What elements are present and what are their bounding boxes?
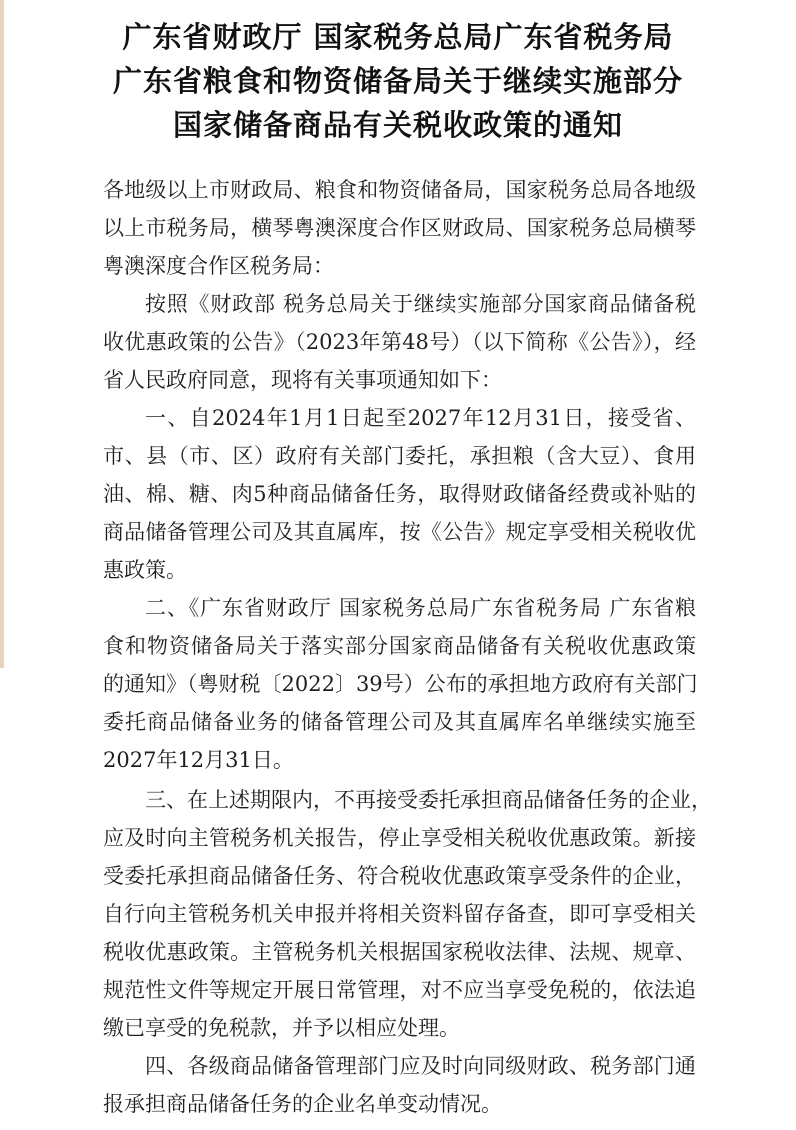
item-4-line: 四、各级商品储备管理部门应及时向同级财政、税务部门通 [145, 1054, 696, 1078]
intro-line: 省人民政府同意，现将有关事项通知如下： [103, 368, 502, 392]
item-2-line: 二、《广东省财政厅 国家税务总局广东省税务局 广东省粮 [145, 596, 696, 620]
item-1-line: 惠政策。 [103, 558, 187, 582]
recipients-line: 以上市税务局，横琴粤澳深度合作区财政局、国家税务总局横琴 [103, 216, 696, 240]
item-2-line: 委托商品储备业务的储备管理公司及其直属库名单继续实施至 [103, 710, 696, 734]
recipients-line: 各地级以上市财政局、粮食和物资储备局，国家税务总局各地级 [103, 178, 696, 202]
item-3-line: 受委托承担商品储备任务、符合税收优惠政策享受条件的企业， [103, 864, 696, 888]
item-3-line: 三、在上述期限内，不再接受委托承担商品储备任务的企业， [145, 788, 712, 812]
item-3-line: 自行向主管税务机关申报并将相关资料留存备查，即可享受相关 [103, 902, 696, 926]
intro-line: 收优惠政策的公告》（2023年第48号）（以下简称《公告》），经 [103, 330, 696, 354]
item-3-line: 应及时向主管税务机关报告，停止享受相关税收优惠政策。新接 [103, 826, 696, 850]
document-title-line-2: 广东省粮食和物资储备局关于继续实施部分 [112, 64, 683, 98]
item-2-line: 2027年12月31日。 [103, 748, 294, 772]
item-1-line: 油、棉、糖、肉5种商品储备任务，取得财政储备经费或补贴的 [103, 482, 696, 506]
item-3-line: 缴已享受的免税款，并予以相应处理。 [103, 1016, 460, 1040]
item-2-line: 的通知》（粤财税〔2022〕39号）公布的承担地方政府有关部门 [103, 672, 698, 696]
recipients-line: 粤澳深度合作区税务局： [103, 254, 334, 278]
item-3-line: 税收优惠政策。主管税务机关根据国家税收法律、法规、规章、 [103, 940, 696, 964]
document-title-line-3: 国家储备商品有关税收政策的通知 [172, 108, 623, 142]
item-2-line: 食和物资储备局关于落实部分国家商品储备有关税收优惠政策 [103, 634, 696, 658]
item-1-line: 商品储备管理公司及其直属库，按《公告》规定享受相关税收优 [103, 520, 696, 544]
item-4-line: 报承担商品储备任务的企业名单变动情况。 [103, 1092, 502, 1116]
item-3-line: 规范性文件等规定开展日常管理，对不应当享受免税的，依法追 [103, 978, 696, 1002]
document-title-line-1: 广东省财政厅 国家税务总局广东省税务局 [122, 20, 674, 54]
item-1-line: 市、县（市、区）政府有关部门委托，承担粮（含大豆）、食用 [103, 444, 696, 468]
item-1-line: 一、自2024年1月1日起至2027年12月31日，接受省、 [145, 406, 696, 430]
intro-line: 按照《财政部 税务总局关于继续实施部分国家商品储备税 [145, 292, 696, 316]
